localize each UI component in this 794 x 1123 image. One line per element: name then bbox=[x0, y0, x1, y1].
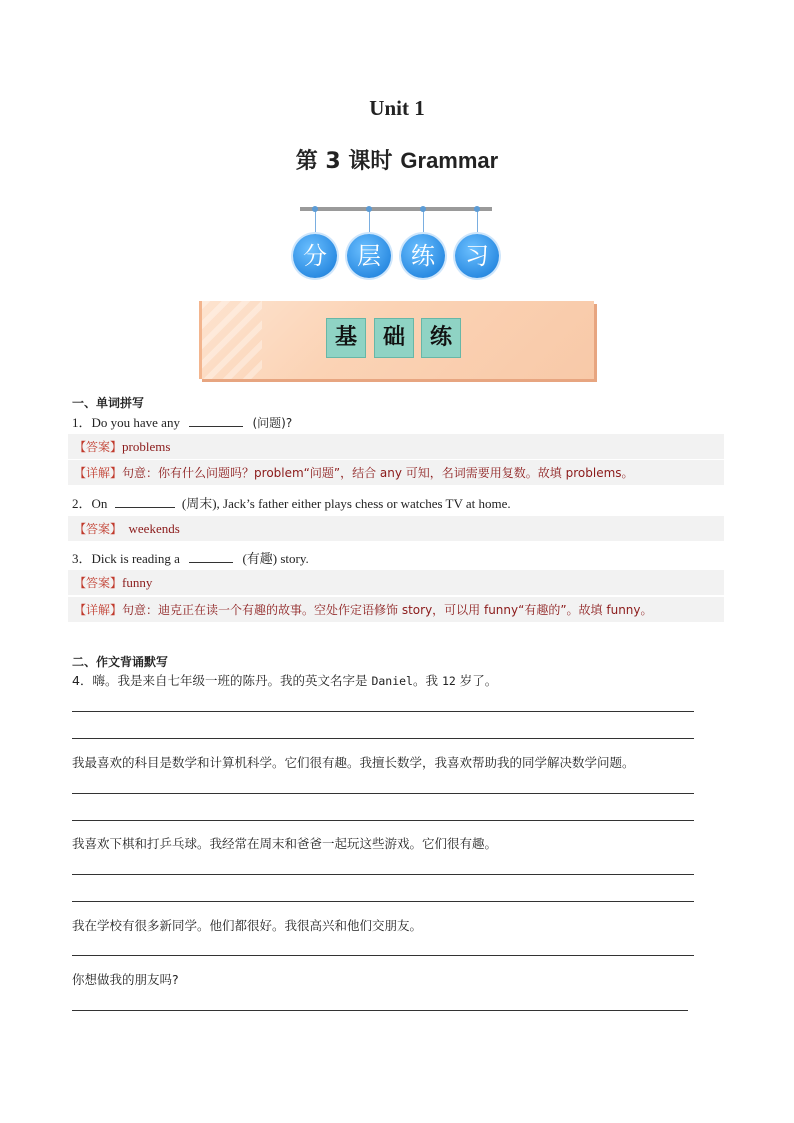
question-text: 3．Dick is reading a bbox=[72, 551, 180, 566]
detail-tag: 【详解】 bbox=[74, 466, 123, 480]
writing-line[interactable] bbox=[72, 955, 694, 956]
essay-text: 岁了。 bbox=[455, 673, 498, 688]
detail-text: problem“问题”，结合 any 可知，名词需要用复数。故填 problems。 bbox=[254, 466, 634, 480]
question-hint: (周末), Jack’s father either plays chess or watches TV at home. bbox=[181, 496, 511, 511]
detail-box bbox=[68, 460, 724, 485]
writing-line[interactable] bbox=[72, 820, 694, 821]
essay-line: 我喜欢下棋和打乒乓球。我经常在周末和爸爸一起玩这些游戏。它们很有趣。 bbox=[72, 836, 498, 851]
question-2 bbox=[72, 493, 511, 512]
question-text: 2．On bbox=[72, 496, 108, 511]
hanger-bar bbox=[300, 207, 492, 211]
answer-text: funny bbox=[122, 575, 153, 590]
hanger-string bbox=[423, 210, 424, 236]
essay-line: 我在学校有很多新同学。他们都很好。我很高兴和他们交朋友。 bbox=[72, 918, 423, 933]
detail-text: 句意：你有什么问题吗？ bbox=[122, 466, 255, 480]
question-3 bbox=[72, 548, 309, 567]
detail-box bbox=[68, 597, 724, 622]
hanger-string bbox=[369, 210, 370, 236]
answer-text: problems bbox=[122, 439, 171, 454]
detail-tag: 【详解】 bbox=[74, 603, 123, 617]
question-hint: (问题)? bbox=[252, 416, 293, 430]
question-text: 1．Do you have any bbox=[72, 415, 180, 430]
hanger-string bbox=[477, 210, 478, 236]
lesson-topic: Grammar bbox=[400, 148, 499, 173]
hanger-ball: 练 bbox=[401, 234, 445, 278]
banner-char: 础 bbox=[374, 318, 414, 358]
lesson-title bbox=[0, 144, 794, 175]
answer-tag: 【答案】 bbox=[74, 440, 123, 454]
essay-line: 我最喜欢的科目是数学和计算机科学。它们很有趣。我擅长数学，我喜欢帮助我的同学解决数学问题。 bbox=[72, 755, 635, 770]
answer-tag: 【答案】 bbox=[74, 576, 123, 590]
hanger-dot bbox=[474, 206, 480, 212]
answer-text: weekends bbox=[128, 521, 180, 536]
hanger-dot bbox=[366, 206, 372, 212]
answer-box bbox=[68, 434, 724, 459]
question-hint: (有趣) story. bbox=[242, 551, 309, 566]
hanger-dot bbox=[312, 206, 318, 212]
answer-blank bbox=[189, 414, 243, 427]
question-1 bbox=[72, 412, 292, 431]
writing-line[interactable] bbox=[72, 901, 694, 902]
lesson-number: 第 3 课时 bbox=[295, 149, 393, 174]
hanger-dot bbox=[420, 206, 426, 212]
writing-line[interactable] bbox=[72, 711, 694, 712]
writing-line[interactable] bbox=[72, 793, 694, 794]
writing-line[interactable] bbox=[72, 874, 694, 875]
essay-text: Daniel bbox=[371, 674, 413, 688]
hanger-ball: 习 bbox=[455, 234, 499, 278]
unit-title: Unit 1 bbox=[369, 96, 425, 120]
banner-stripes bbox=[202, 301, 262, 379]
detail-text: 句意：迪克正在读一个有趣的故事。空处作定语修饰 story，可以用 funny“有趣的”。故填 funny。 bbox=[122, 603, 653, 617]
section-title: 二、作文背诵默写 bbox=[72, 655, 169, 669]
hanger-string bbox=[315, 210, 316, 236]
answer-box bbox=[68, 516, 724, 541]
basic-practice-banner bbox=[199, 301, 594, 379]
answer-tag: 【答案】 bbox=[74, 522, 123, 536]
essay-line bbox=[72, 671, 497, 689]
layered-practice-banner bbox=[290, 204, 504, 284]
banner-char: 基 bbox=[326, 318, 366, 358]
answer-blank bbox=[189, 550, 233, 563]
banner-char: 练 bbox=[421, 318, 461, 358]
answer-blank bbox=[115, 495, 175, 508]
hanger-ball: 层 bbox=[347, 234, 391, 278]
section-title: 一、单词拼写 bbox=[72, 396, 145, 410]
essay-text: 4．嗨。我是来自七年级一班的陈丹。我的英文名字是 bbox=[72, 673, 372, 688]
writing-line[interactable] bbox=[72, 738, 694, 739]
essay-text: 。我 bbox=[412, 673, 442, 688]
essay-text: 12 bbox=[441, 674, 456, 688]
answer-box bbox=[68, 570, 724, 595]
essay-line: 你想做我的朋友吗? bbox=[72, 972, 179, 987]
writing-line[interactable] bbox=[72, 1010, 688, 1011]
hanger-ball: 分 bbox=[293, 234, 337, 278]
